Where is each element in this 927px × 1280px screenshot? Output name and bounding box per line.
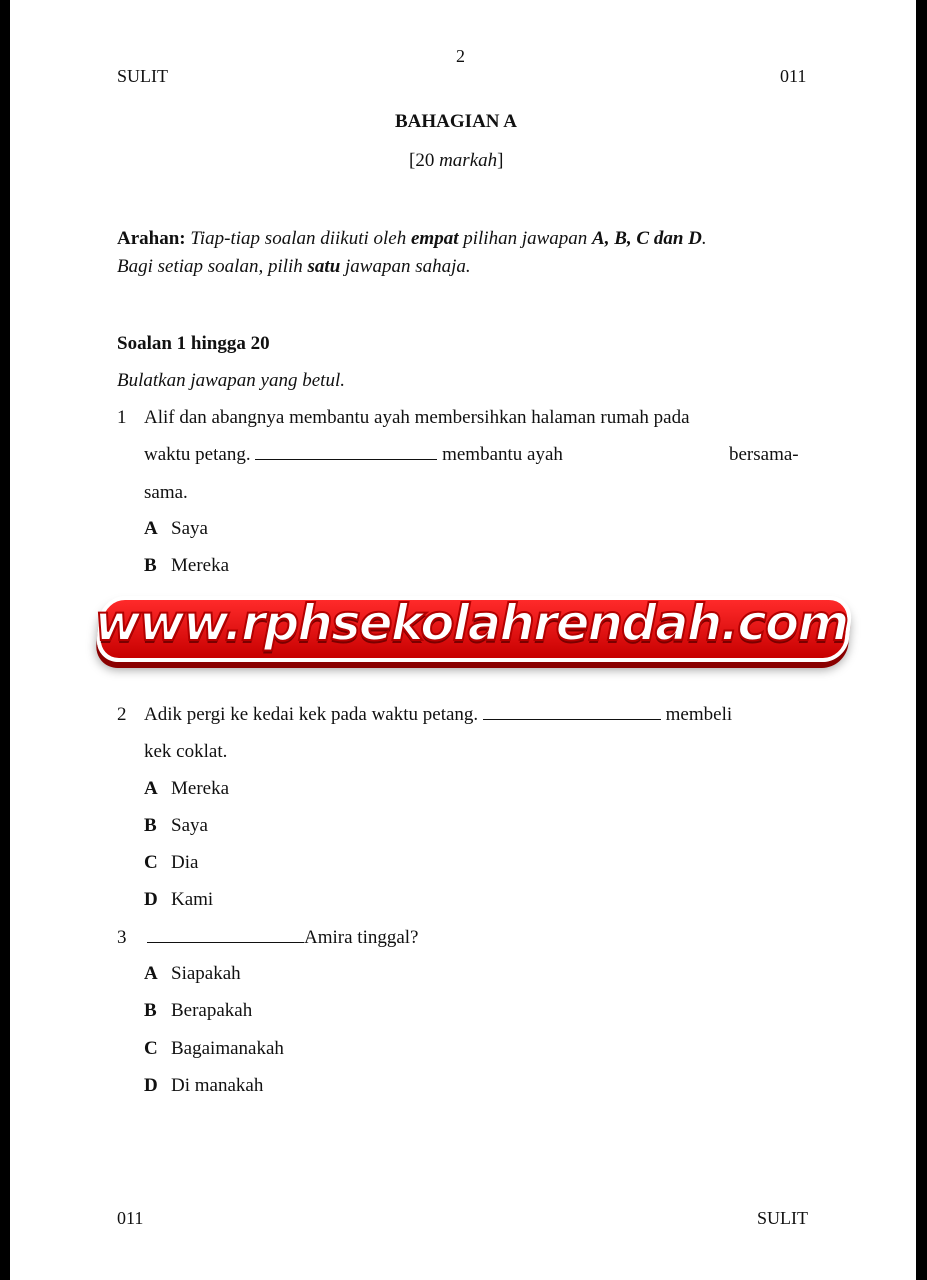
footer-left-code: 011 [117,1208,144,1228]
question-2-option-b: B Saya [144,815,208,836]
question-1-option-b: B Mereka [144,555,230,576]
section-marks: [20 markah] [409,150,504,171]
question-2-line-1: Adik pergi ke kedai kek pada waktu petang. membeli [144,704,733,725]
answer-blank [483,703,661,720]
subsection-note: Bulatkan jawapan yang betul. [117,370,345,391]
answer-blank [255,443,437,460]
page-number: 2 [456,46,465,66]
footer-right-label: SULIT [757,1208,808,1228]
question-3-option-d: D Di manakah [144,1075,264,1096]
header-left-label: SULIT [117,66,168,86]
question-3-number: 3 [117,927,127,948]
instructions-line-1: Arahan: Tiap-tiap soalan diikuti oleh empat pilihan jawapan A, B, C dan D. [117,228,707,249]
question-2-option-a: A Mereka [144,778,230,799]
question-2-option-d: D Kami [144,889,214,910]
instructions-line-2: Bagi setiap soalan, pilih satu jawapan sahaja. [117,256,471,277]
question-3-option-b: B Berapakah [144,1000,253,1021]
watermark-text: www.rphsekolahrendah.com [94,594,848,652]
header-right-code: 011 [780,66,807,86]
question-3-option-c: C Bagaimanakah [144,1038,284,1059]
question-1-number: 1 [117,407,127,428]
answer-blank [147,926,304,943]
exam-page [10,0,916,1280]
subsection-title: Soalan 1 hingga 20 [117,333,270,354]
question-2-option-c: C Dia [144,852,199,873]
section-title: BAHAGIAN A [395,111,517,132]
question-1-option-a: A Saya [144,518,208,539]
question-1-line-1: Alif dan abangnya membantu ayah membersihkan halaman rumah pada [144,407,690,428]
watermark-banner [92,580,850,668]
question-3-option-a: A Siapakah [144,963,241,984]
question-1-line-2-end: bersama- [729,444,799,465]
question-1-line-3: sama. [144,482,188,503]
question-1-line-2: waktu petang. membantu ayah [144,444,563,465]
question-2-line-2: kek coklat. [144,741,228,762]
question-3-line: Amira tinggal? [147,926,419,950]
question-2-number: 2 [117,704,127,725]
